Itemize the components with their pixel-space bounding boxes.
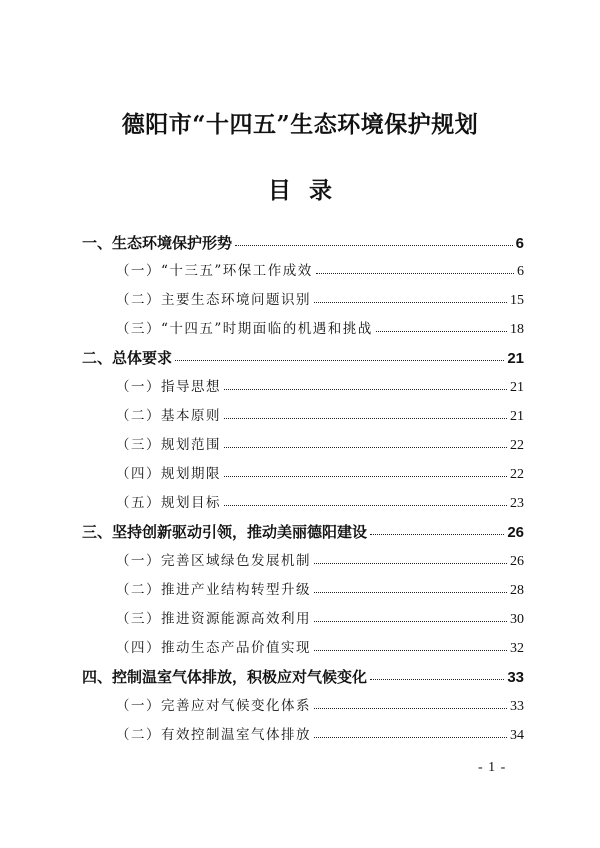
page-number: - 1 - (478, 760, 507, 775)
dot-leader (224, 389, 507, 390)
toc-entry-1-1[interactable] (116, 258, 524, 284)
toc-entry-2-5[interactable] (116, 490, 524, 516)
dot-leader (224, 447, 507, 448)
dot-leader (175, 360, 504, 361)
toc-entry-label: （一）完善区域绿色发展机制 (116, 553, 311, 569)
toc-entry-page: 6 (517, 264, 524, 279)
toc-entry-label: （三）规划范围 (116, 437, 221, 453)
dot-leader (314, 563, 507, 564)
toc-entry-page: 26 (507, 524, 524, 541)
toc-entry-page: 28 (510, 583, 524, 598)
toc-entry-2-4[interactable] (116, 461, 524, 487)
toc-entry-page: 32 (510, 641, 524, 656)
toc-entry-page: 21 (507, 350, 524, 367)
toc-entry-1[interactable] (82, 230, 524, 256)
toc-entry-2-2[interactable] (116, 403, 524, 429)
dot-leader (224, 476, 507, 477)
toc-entry-page: 21 (510, 380, 524, 395)
dot-leader (314, 592, 507, 593)
toc-entry-page: 23 (510, 496, 524, 511)
toc-entry-3-2[interactable] (116, 577, 524, 603)
toc-entry-page: 6 (515, 235, 524, 252)
toc-entry-4[interactable] (82, 664, 524, 690)
toc-entry-page: 33 (507, 669, 524, 686)
toc-entry-label: （一）“十三五”环保工作成效 (116, 263, 313, 279)
dot-leader (224, 505, 507, 506)
toc-entry-3[interactable] (82, 519, 524, 545)
dot-leader (314, 621, 507, 622)
toc-entry-3-3[interactable] (116, 606, 524, 632)
dot-leader (370, 534, 504, 535)
toc-entry-label: 二、总体要求 (82, 349, 173, 367)
toc-entry-page: 30 (510, 612, 524, 627)
toc-heading: 目录 (268, 177, 350, 204)
toc-entry-page: 21 (510, 409, 524, 424)
toc-entry-label: （一）完善应对气候变化体系 (116, 698, 311, 714)
document-title: 德阳市“十四五”生态环境保护规划 (121, 111, 479, 138)
toc-entry-4-1[interactable] (116, 693, 524, 719)
toc-entry-label: 四、控制温室气体排放，积极应对气候变化 (82, 668, 368, 686)
toc-entry-label: （一）指导思想 (116, 379, 221, 395)
toc-entry-2-3[interactable] (116, 432, 524, 458)
dot-leader (314, 302, 507, 303)
toc-entry-page: 22 (510, 467, 524, 482)
toc-entry-3-4[interactable] (116, 635, 524, 661)
toc-entry-page: 15 (510, 293, 524, 308)
toc-entry-label: 三、坚持创新驱动引领，推动美丽德阳建设 (82, 523, 368, 541)
toc-entry-label: （四）推动生态产品价值实现 (116, 640, 311, 656)
toc-entry-2[interactable] (82, 345, 524, 371)
toc-entry-label: （二）有效控制温室气体排放 (116, 727, 311, 743)
toc-entry-label: 一、生态环境保护形势 (82, 234, 233, 252)
dot-leader (376, 331, 507, 332)
dot-leader (235, 245, 513, 246)
dot-leader (370, 679, 504, 680)
dot-leader (316, 273, 514, 274)
dot-leader (314, 650, 507, 651)
toc-entry-label: （四）规划期限 (116, 466, 221, 482)
toc-entry-3-1[interactable] (116, 548, 524, 574)
toc-entry-page: 18 (510, 322, 524, 337)
toc-entry-2-1[interactable] (116, 374, 524, 400)
toc-entry-label: （二）基本原则 (116, 408, 221, 424)
toc-entry-label: （三）“十四五”时期面临的机遇和挑战 (116, 321, 373, 337)
toc-entry-label: （二）主要生态环境问题识别 (116, 292, 311, 308)
toc-entry-1-3[interactable] (116, 316, 524, 342)
toc-entry-page: 22 (510, 438, 524, 453)
toc-entry-4-2[interactable] (116, 722, 524, 748)
toc-entry-label: （二）推进产业结构转型升级 (116, 582, 311, 598)
dot-leader (314, 737, 507, 738)
dot-leader (224, 418, 507, 419)
toc-entry-page: 33 (510, 699, 524, 714)
toc-entry-label: （三）推进资源能源高效利用 (116, 611, 311, 627)
toc-entry-label: （五）规划目标 (116, 495, 221, 511)
toc-entry-1-2[interactable] (116, 287, 524, 313)
toc-entry-page: 26 (510, 554, 524, 569)
dot-leader (314, 708, 507, 709)
toc-entry-page: 34 (510, 728, 524, 743)
